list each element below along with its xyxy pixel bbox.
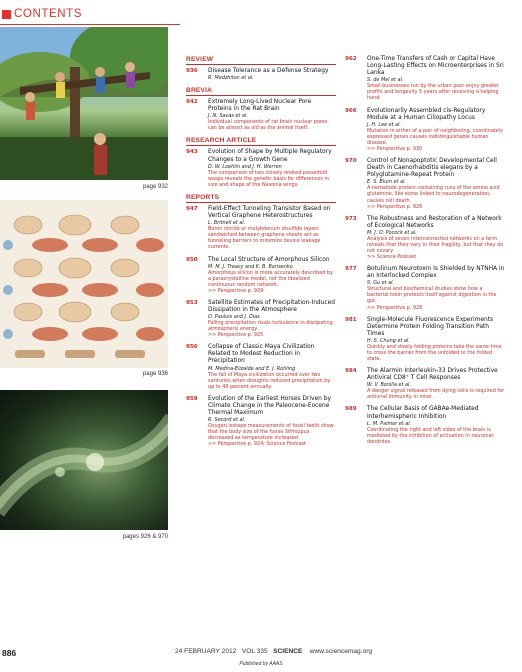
- article-summary: The fall of Maya civilization occurred over two centuries when droughts reduced precipitation by up to 40 percent annually.: [208, 371, 331, 390]
- article-summary: Boron nitride or molybdenum disulfide layers sandwiched between graphene sheets act as tunneling barriers to minimize device leakage currents.: [208, 226, 321, 251]
- perspective-link[interactable]: >> Perspective p. 930: [367, 146, 423, 153]
- article-summary: Structural and biochemical studies show how a bacterial toxin protects itself against digestion in the gut.: [367, 286, 497, 305]
- caption-image-1: page 932: [142, 184, 168, 190]
- contents-column-1: [186, 56, 336, 453]
- article-title: The Cellular Basis of GABAʙ-Mediated Interhemispheric Inhibition: [367, 406, 479, 420]
- article-title: Single-Molecule Fluorescence Experiments Determine Protein Folding Transition Path Times: [367, 316, 494, 337]
- article-authors: W. V. Bonilla et al.: [367, 382, 411, 389]
- article-summary: Falling precipitation rivals turbulence in dissipating atmospheric energy.: [208, 320, 333, 333]
- page-number: 956: [186, 344, 198, 351]
- header-rule: [0, 24, 180, 25]
- article-title: Collapse of Classic Maya Civilization Related to Modest Reduction in Precipitation: [208, 344, 315, 365]
- page-number: 970: [345, 158, 357, 165]
- issue-date: 24 FEBRUARY 2012: [175, 648, 237, 655]
- page-number: 984: [345, 368, 357, 375]
- article-summary: A danger signal released from dying cells is required for antiviral immunity in mice.: [367, 388, 505, 401]
- article-title: The Alarmin Interleukin-33 Drives Protective Antiviral CD8⁺ T Cell Responses: [367, 368, 498, 382]
- article-authors: L. M. Palmer et al.: [367, 420, 412, 427]
- journal-name: SCIENCE: [273, 648, 303, 655]
- toc-entry[interactable]: [345, 266, 505, 310]
- photo-children-in-tree: [0, 27, 168, 180]
- article-summary: The comparison of two closely related parasitoid wasps reveals the genetic basis for differences in size and shape of the Nasonia wings.: [208, 169, 329, 188]
- article-authors: L. Britnell et al.: [208, 220, 246, 227]
- article-summary: Amorphous silicon is more accurately described by a paracrystalline model, not the idealized continuous random network.: [208, 269, 333, 288]
- toc-entry[interactable]: [345, 317, 505, 363]
- section-heading-review: REVIEW: [186, 56, 336, 65]
- page-number: 950: [186, 256, 198, 263]
- page-number: 942: [186, 99, 198, 106]
- page-title: CONTENTS: [14, 8, 83, 20]
- article-authors: S. Gu et al.: [367, 280, 395, 287]
- perspective-link[interactable]: >> Perspective p. 924; Science Podcast: [208, 441, 306, 448]
- toc-entry[interactable]: [186, 344, 336, 390]
- perspective-link[interactable]: >> Perspective p. 929: [208, 287, 264, 294]
- journal-url[interactable]: www.sciencemag.org: [309, 648, 373, 655]
- article-authors: J. N. Savas et al.: [208, 113, 248, 120]
- section-heading-reports: REPORTS: [186, 194, 336, 203]
- toc-entry[interactable]: [186, 257, 336, 294]
- article-authors: R. Medzhitov et al.: [208, 75, 254, 82]
- article-summary: Small businesses run by the urban poor enjoy greater profits and longevity 5 years after receiving a helping hand.: [367, 83, 499, 102]
- toc-entry[interactable]: [186, 68, 336, 81]
- contents-column-2: [345, 56, 505, 451]
- article-authors: J. H. Lee et al.: [367, 121, 402, 128]
- article-title: Evolution of Shape by Multiple Regulatory Changes to a Growth Gene: [208, 149, 332, 163]
- micrograph-nematode: [0, 390, 168, 530]
- page-number: 977: [345, 266, 357, 273]
- caption-image-2: page 936: [142, 371, 168, 377]
- article-authors: O. Pauluis and J. Dias: [208, 314, 260, 321]
- page-number: 973: [345, 215, 357, 222]
- article-authors: D. W. Loehlin and J. H. Werren: [208, 163, 282, 170]
- header-accent-square: [2, 10, 11, 19]
- page-number: 989: [345, 406, 357, 413]
- toc-entry[interactable]: [345, 406, 505, 444]
- page-number: 943: [186, 149, 198, 156]
- article-summary: Coordinating the right and left sides of the brain is mediated by the inhibition of activation in neuronal dendrites.: [367, 426, 493, 445]
- toc-entry[interactable]: [186, 206, 336, 251]
- toc-entry[interactable]: [345, 108, 505, 152]
- page-number: 947: [186, 205, 198, 212]
- page-folio: 886: [2, 648, 17, 658]
- perspective-link[interactable]: >> Perspective p. 925: [208, 332, 264, 339]
- article-summary: Quickly and slowly folding proteins take the same time to cross the barrier from the unfolded to the folded state.: [367, 343, 502, 362]
- article-summary: Mutation in either of a pair of neighboring, coordinately expressed genes causes indistinguishable human disease.: [367, 127, 504, 146]
- page-number: 953: [186, 299, 198, 306]
- article-title: Disease Tolerance as a Defense Strategy: [208, 68, 329, 74]
- perspective-link[interactable]: >> Perspective p. 926: [367, 203, 423, 210]
- article-title: Control of Nonapoptotic Developmental Cell Death in Caenorhabditis elegans by a Polyglutamine-Repeat Protein: [367, 158, 497, 179]
- section-heading-brevia: BREVIA: [186, 87, 336, 96]
- article-authors: H. S. Chung et al.: [367, 337, 410, 344]
- page-number: 981: [345, 316, 357, 323]
- article-title: The Robustness and Restoration of a Network of Ecological Networks: [367, 215, 502, 229]
- illustration-wasp-wings: [0, 200, 168, 368]
- podcast-link[interactable]: >> Science Podcast: [367, 254, 417, 261]
- article-authors: E. S. Blum et al.: [367, 179, 406, 186]
- article-authors: S. de Mel et al.: [367, 77, 404, 84]
- article-summary: Individual components of rat brain nuclear pores can be almost as old as the animal itself.: [208, 119, 328, 132]
- publisher-line: Published by AAAS: [239, 661, 283, 667]
- article-authors: M. Medina-Elizalde and E. J. Rohling: [208, 365, 296, 372]
- perspective-link[interactable]: >> Perspective p. 928: [367, 304, 423, 311]
- article-title: Satellite Estimates of Precipitation-Induced Dissipation in the Atmosphere: [208, 299, 335, 313]
- article-summary: Analysis of seven interconnected networks on a farm reveals that they vary in their fragility, but that they do not covary.: [367, 235, 504, 254]
- toc-entry[interactable]: [186, 99, 336, 131]
- page-number: 959: [186, 395, 198, 402]
- toc-entry[interactable]: [186, 300, 336, 338]
- article-title: Evolutionarily Assembled cis-Regulatory Module at a Human Ciliopathy Locus: [367, 107, 486, 121]
- article-title: One-Time Transfers of Cash or Capital Have Long-Lasting Effects on Microenterprises in Sri Lanka: [367, 56, 504, 77]
- toc-entry[interactable]: [345, 158, 505, 210]
- page-number: 962: [345, 56, 357, 62]
- article-authors: M. M. J. Treacy and K. B. Borisenko: [208, 263, 293, 270]
- article-title: Botulinum Neurotoxin Is Shielded by NTNHA in an Interlocked Complex: [367, 266, 505, 280]
- toc-entry[interactable]: [345, 368, 505, 400]
- article-title: Evolution of the Earliest Horses Driven by Climate Change in the Paleocene-Eocene Thermal Maximum: [208, 395, 331, 416]
- article-title: The Local Structure of Amorphous Silicon: [208, 256, 330, 263]
- toc-entry[interactable]: [186, 396, 336, 448]
- toc-entry[interactable]: [345, 56, 505, 102]
- article-title: Extremely Long-Lived Nuclear Pore Proteins in the Rat Brain: [208, 99, 312, 113]
- article-authors: R. Secord et al.: [208, 417, 246, 424]
- page-number: 966: [345, 107, 357, 114]
- toc-entry[interactable]: [345, 216, 505, 260]
- caption-image-3: pages 926 & 970: [122, 534, 168, 540]
- page-number: 936: [186, 68, 198, 74]
- article-summary: Oxygen isotope measurements of fossil teeth show that the body size of the horse Sifrhippus decreased as temperature increased.: [208, 423, 334, 442]
- issue-volume: VOL 335: [241, 648, 268, 655]
- article-summary: A nematode protein containing runs of the amino acid glutamine, like some linked to neurodegeneration, causes cell death.: [367, 185, 500, 204]
- toc-entry[interactable]: [186, 149, 336, 187]
- section-heading-research-article: RESEARCH ARTICLE: [186, 137, 336, 146]
- article-title: Field-Effect Tunneling Transistor Based on Vertical Graphene Heterostructures: [208, 205, 331, 220]
- article-authors: M. J. O. Pocock et al.: [367, 229, 417, 236]
- issue-line: [175, 648, 372, 655]
